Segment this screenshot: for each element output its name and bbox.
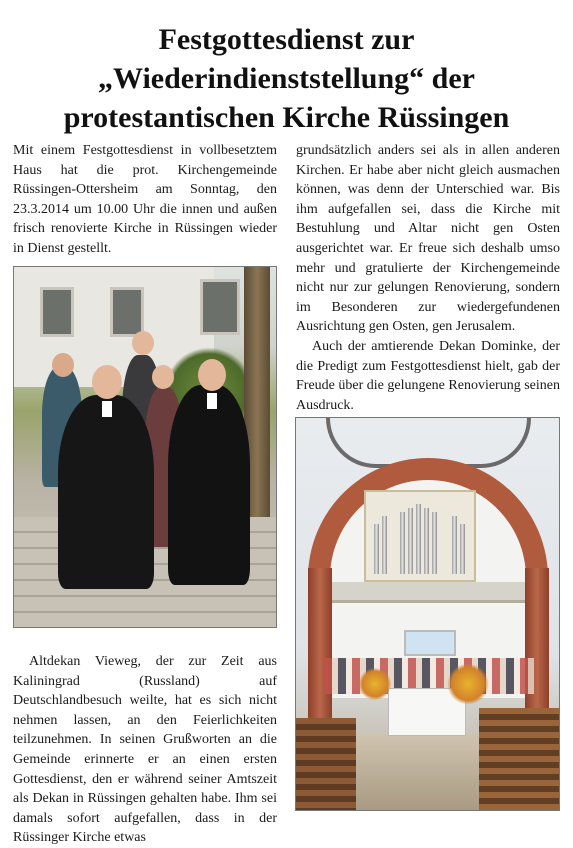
headline-line-1: Festgottesdienst zur — [158, 23, 415, 57]
headline-line-3: protestantischen Kirche Rüssingen — [63, 101, 510, 135]
right-column — [296, 141, 560, 415]
dominke-paragraph: Auch der amtierende Dekan Dominke, der die Predigt zum Festgottesdienst hielt, gab der Freude über die gelungene Renovierung seinen Ausdruck. — [296, 338, 560, 413]
intro-column — [13, 141, 277, 259]
intro-paragraph: Mit einem Festgottesdienst in vollbesetztem Haus hat die prot. Kirchengemeinde Rüssingen-Ottersheim am Sonntag, den 23.3.2014 um 10.00 Uhr die innen und außen frisch renovierte Kirche in Rüssingen wieder in Dienst gestellt. — [13, 143, 277, 256]
vieweg-paragraph: Altdekan Vieweg, der zur Zeit aus Kaliningrad (Russland) auf Deutschlandbesuch weilte, hat es sich nicht nehmen lassen, an den Feierlichkeiten teilzunehmen. In seinen Grußworten an die Gemeinde erinnerte er an einen ersten Gottesdienst, den er während seiner Amtszeit als Dekan in Rüssingen gehalten habe. Ihm sei damals sofort aufgefallen, dass in der Rüssinger Kirche etwas — [13, 654, 277, 846]
church-interior-photo — [295, 417, 560, 811]
procession-photo — [13, 266, 277, 628]
vieweg-paragraph-continued: grundsätzlich anders sei als in allen anderen Kirchen. Er habe aber nicht gleich ausmachen können, was denn der Unterschied war. Bis ihm aufgefallen sei, dass die Kirche mit Bestuhlung und Altar nicht gen Osten ausgerichtet war. Er freue sich deshalb umso mehr und gratulierte der Kirchengemeinde nicht nur zur gelungen Renovierung, sondern im Besonderen zur wiedergefundenen Ausrichtung gen Osten, gen Jerusalem. — [296, 143, 560, 335]
left-column-bottom — [13, 652, 277, 848]
article-headline — [0, 20, 573, 137]
headline-line-2: „Wiederindienststellung“ der — [98, 62, 475, 96]
